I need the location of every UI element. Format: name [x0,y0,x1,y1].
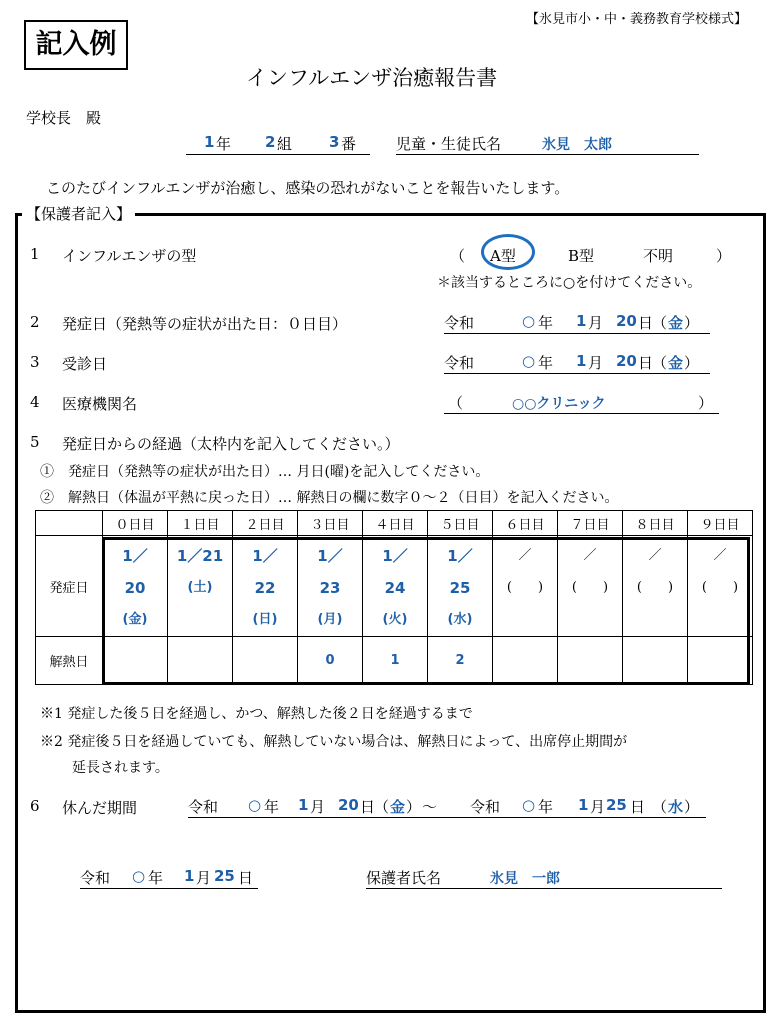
student-name-line[interactable] [396,132,699,155]
fever-row [36,637,753,685]
day-header: ２日目 [233,511,298,536]
month-unit: 月 [588,354,604,372]
day-value: 25 [214,867,235,885]
item-4-number: 4 [30,393,40,411]
era: 令和 [444,314,475,332]
to-day: 25 [606,796,627,814]
guardian-name-value: 氷見 一郎 [490,871,560,887]
era: 令和 [444,354,475,372]
row-label-fever: 解熱日 [36,637,103,685]
clinic-name-field[interactable] [444,391,719,414]
item-4-label: 医療機関名 [62,395,138,413]
student-class-line[interactable] [186,132,370,155]
grade-unit: 年 [216,135,232,153]
onset-cell[interactable]: 1／ 24 (火) [363,536,428,637]
onset-row [36,536,753,637]
type-instruction: ＊該当するところに○を付けてください。 [437,275,702,291]
visit-date-field[interactable]: 令和 ○ 年 1 月 20 日 （ 金 ） [444,351,710,374]
day-header: ９日目 [688,511,753,536]
year-value: ○ [522,312,536,330]
to-month: 1 [578,796,589,814]
fever-cell[interactable] [688,637,753,685]
fever-cell[interactable] [558,637,623,685]
item-5-number: 5 [30,433,40,451]
type-paren-open: （ [450,247,466,265]
class-value: 2 [265,133,276,151]
onset-cell[interactable]: 1／ 25 (水) [428,536,493,637]
day-header: ８日目 [623,511,688,536]
guardian-section-label: 【保護者記入】 [22,203,135,224]
day-header: ５日目 [428,511,493,536]
student-name-label: 児童・生徒氏名 [396,135,502,153]
day-header: １日目 [168,511,233,536]
clinic-name-value: ○○クリニック [512,396,606,412]
weekday-value: 金 [668,314,684,332]
guardian-name-label: 保護者氏名 [366,869,442,887]
onset-cell[interactable]: ／ ( ) [688,536,753,637]
year-value: ○ [132,867,146,885]
report-date-field[interactable]: 令和 ○ 年 1 月 25 日 [80,866,258,889]
item-1-number: 1 [30,245,40,263]
onset-cell[interactable]: 1／ 23 (月) [298,536,363,637]
day-value: 20 [616,312,637,330]
page-title: インフルエンザ治癒報告書 [246,66,498,90]
day-unit: 日 [638,314,654,332]
item-1-label: インフルエンザの型 [62,247,197,265]
fever-cell[interactable]: 0 [298,637,363,685]
statement: このたびインフルエンザが治癒し、感染の恐れがないことを報告いたします。 [46,179,570,197]
month-unit: 月 [588,314,604,332]
weekday-value: 金 [668,354,684,372]
year-unit: 年 [538,354,554,372]
onset-cell[interactable]: 1／21 (土) [168,536,233,637]
year-value: ○ [522,352,536,370]
note-1: ※1 発症した後５日を経過し、かつ、解熱した後２日を経過するまで [40,706,473,722]
day-header: ６日目 [493,511,558,536]
type-option-a[interactable]: A型 [490,247,516,265]
progress-note-2: ② 解熱日（体温が平熱に戻った日）… 解熱日の欄に数字０～２（日目）を記入ください。 [40,490,619,506]
onset-cell[interactable]: ／ ( ) [493,536,558,637]
onset-cell[interactable]: ／ ( ) [558,536,623,637]
row-label-onset: 発症日 [36,536,103,637]
from-weekday: 金 [390,798,406,816]
addressee: 学校長 殿 [26,109,102,127]
table-header-row [36,511,753,536]
item-5-label: 発症日からの経過（太枠内を記入してください。） [62,435,400,453]
grade-value: 1 [204,133,215,151]
onset-cell[interactable]: 1／ 22 (日) [233,536,298,637]
guardian-name-field[interactable] [366,866,722,889]
year-unit: 年 [538,314,554,332]
from-month: 1 [298,796,309,814]
form-format-note: 【氷見市小・中・義務教育学校様式】 [525,12,747,27]
onset-date-field[interactable]: 令和 ○ 年 1 月 20 日 （ 金 ） [444,311,710,334]
onset-cell[interactable]: 1／ 20 (金) [103,536,168,637]
table-corner [36,511,103,536]
item-6-label: 休んだ期間 [62,799,138,817]
day-unit: 日 [638,354,654,372]
item-2-label: 発症日（発熱等の症状が出た日：０日目） [62,315,348,333]
month-value: 1 [576,352,587,370]
type-option-b[interactable]: B型 [568,247,595,265]
from-year: ○ [248,796,262,814]
fever-cell[interactable]: 1 [363,637,428,685]
day-header: ０日目 [103,511,168,536]
item-3-number: 3 [30,353,40,371]
day-header: ３日目 [298,511,363,536]
note-2: ※2 発症後５日を経過していても、解熱していない場合は、解熱日によって、出席停止期間が [40,734,628,750]
fever-cell[interactable] [623,637,688,685]
progress-table [35,510,753,685]
month-value: 1 [184,867,195,885]
to-weekday: 水 [668,798,684,816]
fever-cell[interactable] [233,637,298,685]
fever-cell[interactable]: 2 [428,637,493,685]
absence-period-field[interactable]: 令和 ○ 年 1 月 20 日 （ 金 ） ～ 令和 ○ 年 1 月 25 日 （ 水 ） [188,795,706,818]
clinic-paren-close: ） [698,394,714,412]
from-day: 20 [338,796,359,814]
item-2-number: 2 [30,313,40,331]
type-option-unknown[interactable]: 不明 [643,247,674,265]
class-unit: 組 [277,135,293,153]
type-paren-close: ） [716,247,732,265]
clinic-paren-open: （ [448,394,464,412]
onset-cell[interactable]: ／ ( ) [623,536,688,637]
fever-cell[interactable] [168,637,233,685]
note-2-continued: 延長されます。 [72,760,169,776]
day-header: ７日目 [558,511,623,536]
item-3-label: 受診日 [62,355,108,373]
number-unit: 番 [341,135,357,153]
sample-label: 記入例 [24,20,128,70]
fever-cell[interactable] [103,637,168,685]
to-year: ○ [522,796,536,814]
student-name-value: 氷見 太郎 [542,137,612,153]
fever-cell[interactable] [493,637,558,685]
day-value: 20 [616,352,637,370]
month-value: 1 [576,312,587,330]
progress-note-1: ① 発症日（発熱等の症状が出た日）… 月日(曜)を記入してください。 [40,464,490,480]
number-value: 3 [329,133,340,151]
day-header: ４日目 [363,511,428,536]
item-6-number: 6 [30,797,40,815]
